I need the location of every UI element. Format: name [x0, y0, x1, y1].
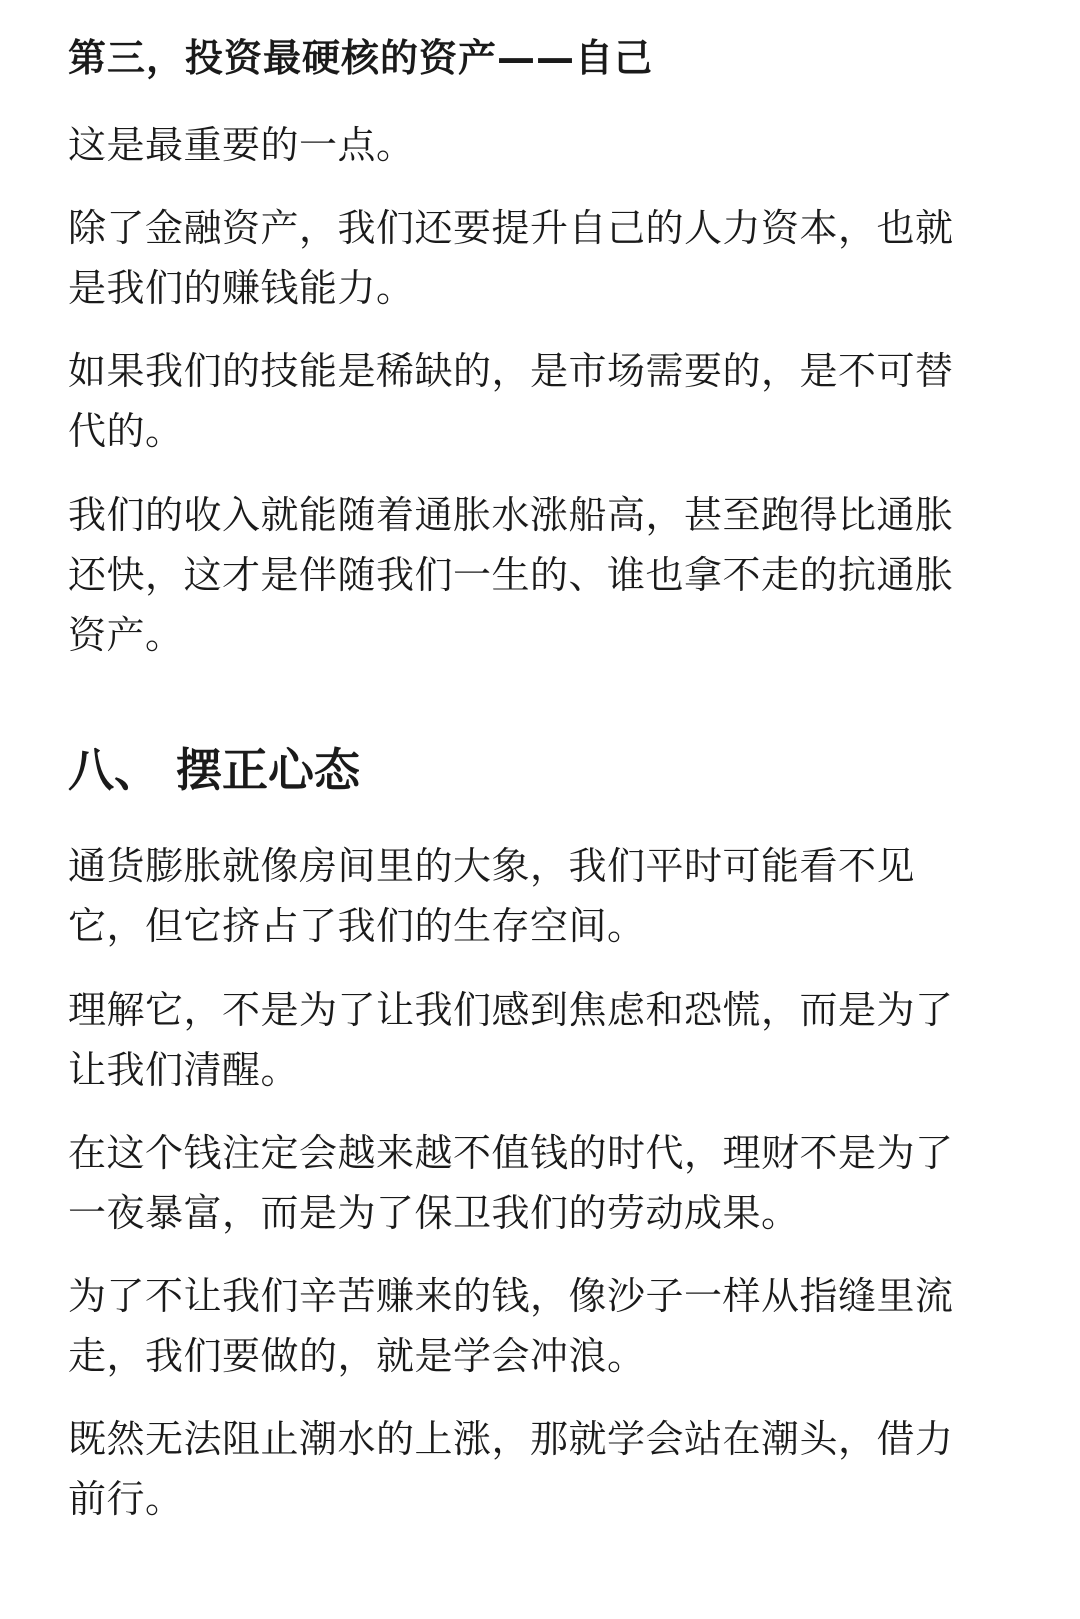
subheading: 第三，投资最硬核的资产——自己 — [68, 36, 654, 80]
paragraph: 如果我们的技能是稀缺的，是市场需要的，是不可替代的。 — [68, 349, 954, 453]
paragraph: 理解它，不是为了让我们感到焦虑和恐慌，而是为了让我们清醒。 — [68, 988, 954, 1092]
paragraph: 既然无法阻止潮水的上涨，那就学会站在潮头，借力前行。 — [68, 1417, 954, 1521]
paragraph: 在这个钱注定会越来越不值钱的时代，理财不是为了一夜暴富，而是为了保卫我们的劳动成果。 — [68, 1131, 954, 1235]
paragraph: 我们的收入就能随着通胀水涨船高，甚至跑得比通胀还快，这才是伴随我们一生的、谁也拿不走的抗通胀资产。 — [68, 493, 954, 657]
paragraph: 通货膨胀就像房间里的大象，我们平时可能看不见它，但它挤占了我们的生存空间。 — [68, 844, 916, 948]
paragraph: 为了不让我们辛苦赚来的钱，像沙子一样从指缝里流走，我们要做的，就是学会冲浪。 — [68, 1274, 954, 1378]
paragraph: 这是最重要的一点。 — [68, 123, 415, 167]
paragraph: 除了金融资产，我们还要提升自己的人力资本，也就是我们的赚钱能力。 — [68, 206, 954, 310]
section-heading: 八、 摆正心态 — [68, 743, 361, 797]
